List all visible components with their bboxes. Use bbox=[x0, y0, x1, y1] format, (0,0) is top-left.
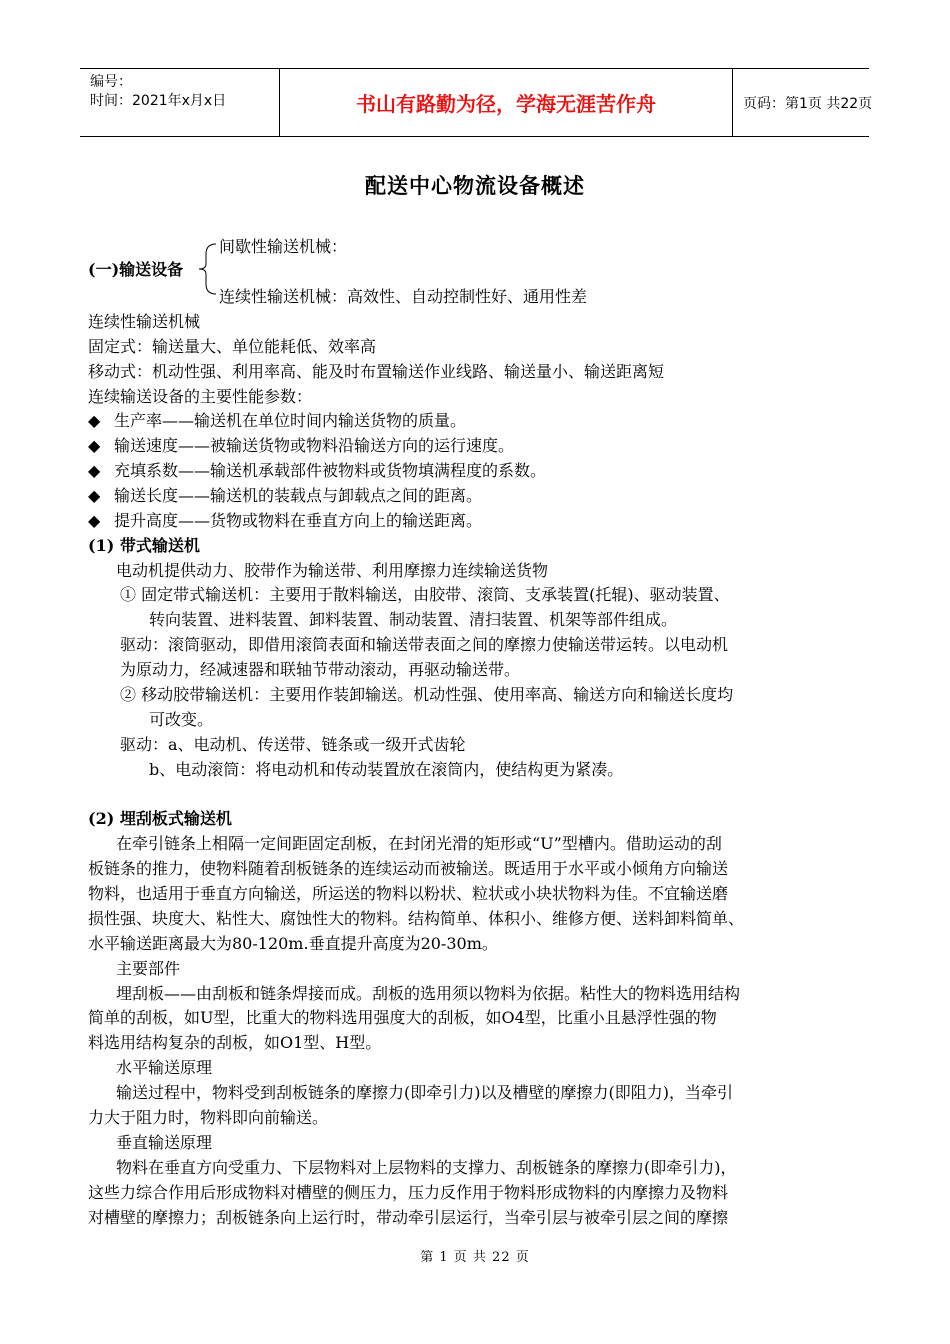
brace-icon bbox=[196, 242, 218, 296]
text-line: 驱动：a、电动机、传送带、链条或一级开式齿轮 bbox=[120, 735, 466, 754]
list-item-cont: 可改变。 bbox=[149, 710, 214, 729]
bullet-item: ◆ 输送长度——输送机的装载点与卸载点之间的距离。 bbox=[88, 484, 482, 508]
list-item: ① 固定带式输送机：主要用于散料输送，由胶带、滚筒、支承装置(托辊)、驱动装置、 bbox=[120, 585, 730, 604]
paragraph-line: 水平输送距离最大为80-120m.垂直提升高度为20-30m。 bbox=[88, 934, 498, 953]
paragraph-line: 埋刮板——由刮板和链条焊接而成。刮板的选用须以物料为依据。粘性大的物料选用结构 bbox=[116, 984, 741, 1003]
diamond-bullet-icon: ◆ bbox=[88, 486, 101, 505]
list-item-cont: 转向装置、进料装置、卸料装置、制动装置、清扫装置、机架等部件组成。 bbox=[149, 610, 678, 629]
bullet-item: ◆ 输送速度——被输送货物或物料沿输送方向的运行速度。 bbox=[88, 434, 514, 458]
text-line: 为原动力，经减速器和联轴节带动滚动，再驱动输送带。 bbox=[120, 660, 521, 679]
tree-root: (一)输送设备 bbox=[88, 260, 184, 279]
document-title: 配送中心物流设备概述 bbox=[365, 173, 585, 198]
paragraph-line: 板链条的推力，使物料随着刮板链条的连续运动而被输送。既适用于水平或小倾角方向输送 bbox=[88, 859, 729, 878]
bullet-item: ◆ 提升高度——货物或物料在垂直方向上的输送距离。 bbox=[88, 509, 482, 533]
paragraph-line: 物料，也适用于垂直方向输送，所运送的物料以粉状、粒状或小块状物料为佳。不宜输送磨 bbox=[88, 884, 729, 903]
paragraph-line: 简单的刮板，如U型，比重大的物料选用强度大的刮板，如O4型，比重小且悬浮性强的物 bbox=[88, 1008, 717, 1027]
paragraph-line: 对槽壁的摩擦力；刮板链条向上运行时，带动牵引层运行，当牵引层与被牵引层之间的摩擦 bbox=[88, 1208, 729, 1227]
section-heading: (2) 埋刮板式输送机 bbox=[88, 809, 232, 828]
diamond-bullet-icon: ◆ bbox=[88, 436, 101, 455]
tree-branch-2: 连续性输送机械：高效性、自动控制性好、通用性差 bbox=[219, 287, 588, 306]
paragraph-line: 输送过程中，物料受到刮板链条的摩擦力(即牵引力)以及槽壁的摩擦力(即阻力)，当牵引 bbox=[116, 1083, 733, 1102]
header-page-info: 页码：第1页 共22页 bbox=[743, 95, 873, 112]
tree-branch-1: 间歇性输送机械： bbox=[219, 237, 348, 256]
text-line: 连续性输送机械 bbox=[88, 312, 201, 331]
header-meta bbox=[80, 69, 280, 136]
diamond-bullet-icon: ◆ bbox=[88, 411, 101, 430]
section-heading: (1) 带式输送机 bbox=[88, 536, 200, 555]
paragraph-line: 力大于阻力时，物料即向前输送。 bbox=[88, 1108, 329, 1127]
bullet-item: ◆ 充填系数——输送机承载部件被物料或货物填满程度的系数。 bbox=[88, 459, 546, 483]
list-item: ② 移动胶带输送机：主要用作装卸输送。机动性强、使用率高、输送方向和输送长度均 bbox=[120, 685, 734, 704]
text-line: 移动式：机动性强、利用率高、能及时布置输送作业线路、输送量小、输送距离短 bbox=[88, 362, 665, 381]
paragraph-line: 损性强、块度大、粘性大、腐蚀性大的物料。结构简单、体积小、维修方便、送料卸料简单、 bbox=[88, 909, 745, 928]
paragraph-line: 物料在垂直方向受重力、下层物料对上层物料的支撑力、刮板链条的摩擦力(即牵引力)， bbox=[116, 1158, 737, 1177]
text-line: 连续输送设备的主要性能参数： bbox=[88, 387, 313, 406]
paragraph-line: 料选用结构复杂的刮板，如O1型、H型。 bbox=[88, 1033, 382, 1052]
text-line: 驱动：滚筒驱动，即借用滚筒表面和输送带表面之间的摩擦力使输送带运转。以电动机 bbox=[120, 635, 729, 654]
code-label: 编号： bbox=[90, 74, 132, 90]
diamond-bullet-icon: ◆ bbox=[88, 511, 101, 530]
header-table bbox=[80, 68, 873, 137]
subheading: 垂直输送原理 bbox=[116, 1133, 213, 1152]
bullet-item: ◆ 生产率——输送机在单位时间内输送货物的质量。 bbox=[88, 409, 466, 433]
text-line: 电动机提供动力、胶带作为输送带、利用摩擦力连续输送货物 bbox=[116, 561, 549, 580]
text-line: b、电动滚筒：将电动机和传动装置放在滚筒内，使结构更为紧凑。 bbox=[149, 760, 624, 779]
header-motto: 书山有路勤为径，学海无涯苦作舟 bbox=[280, 69, 733, 136]
subheading: 水平输送原理 bbox=[116, 1058, 213, 1077]
time-label: 时间：2021年x月x日 bbox=[90, 93, 227, 109]
diamond-bullet-icon: ◆ bbox=[88, 461, 101, 480]
text-line: 固定式：输送量大、单位能耗低、效率高 bbox=[88, 337, 377, 356]
page-footer: 第 1 页 共 22 页 bbox=[420, 1250, 530, 1265]
paragraph-line: 这些力综合作用后形成物料对槽壁的侧压力，压力反作用于物料形成物料的内摩擦力及物料 bbox=[88, 1183, 729, 1202]
paragraph-line: 在牵引链条上相隔一定间距固定刮板，在封闭光滑的矩形或“U”型槽内。借助运动的刮 bbox=[116, 834, 722, 853]
subheading: 主要部件 bbox=[116, 959, 181, 978]
